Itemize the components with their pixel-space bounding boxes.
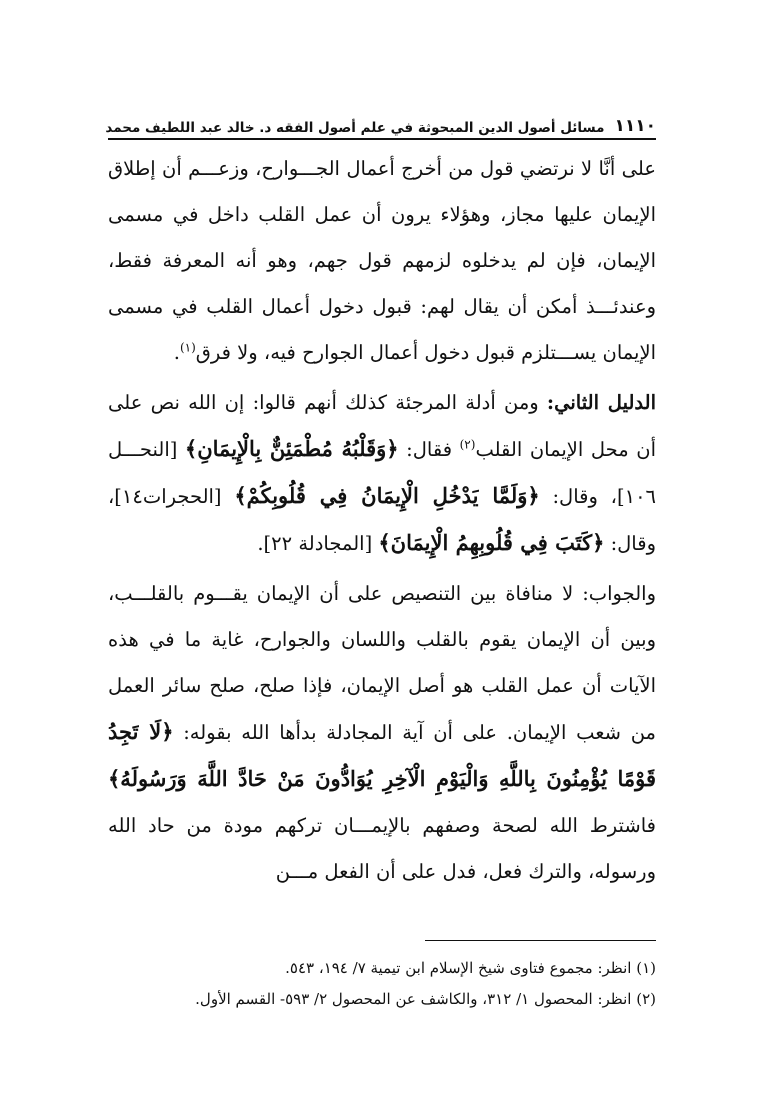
paragraph-2-text-a: ومن أدلة المرجئة كذلك أنهم قالوا: إن الله نص على أن محل الإيمان القلب: [108, 391, 657, 461]
footnotes: [108, 953, 656, 1015]
second-evidence-heading: الدليل الثاني:: [546, 391, 656, 414]
paragraph-1: [108, 146, 656, 376]
footnote-1: (١) انظر: مجموع فتاوى شيخ الإسلام ابن تيمية ٧/ ١٩٤، ٥٤٣.: [285, 959, 656, 977]
paragraph-3-text-a: والجواب: لا منافاة بين التنصيص على أن الإيمان يقـــوم بالقلـــب، وبين أن الإيمان يقوم بالقلب واللسان والجوارح، غاية ما في هذه الآيات أن عمل القلب هو أصل الإيمان، فإذا صلح، صلح سائر العمل من شعب الإيمان. على أن آية المجادلة بدأها الله بقوله:: [108, 582, 656, 744]
footnote-ref-1: (١): [179, 340, 196, 355]
running-title: مسائل أصول الدين المبحوثة في علم أصول الفقه د. خالد عبد اللطيف محمد: [105, 120, 605, 136]
paragraph-2: [108, 380, 656, 567]
running-header: [105, 112, 656, 140]
quran-verse-mujadila-full: ﴿لَا تَجِدُ قَوْمًا يُؤْمِنُونَ بِاللَّهِ وَالْيَوْمِ الْآخِرِ يُوَادُّونَ مَنْ حَادَّ اللَّهَ وَرَسُولَهُ﴾: [108, 719, 656, 791]
main-text: [108, 146, 656, 895]
footnote-divider: [425, 940, 656, 941]
paragraph-1-text: على أنَّا لا نرتضي قول من أخرج أعمال الجـــوارح، وزعـــم أن إطلاق الإيمان عليها مجاز، وهؤلاء يرون أن عمل القلب داخل في مسمى الإيمان، فإن لم يدخلوه لزمهم قول جهم، وهو أنه المعرفة فقط، وعندئـــذ أمكن أن يقال لهم: قبول دخول أعمال القلب في مسمى الإيمان يســـتلزم قبول دخول أعمال الجوارح فيه، ولا فرق: [108, 157, 656, 364]
paragraph-3-text-b: فاشترط الله لصحة وصفهم بالإيمـــان تركهم مودة من حاد الله ورسوله، والترك فعل، فدل على أن الفعل مـــن: [108, 814, 656, 883]
quran-verse-nahl: ﴿وَقَلْبُهُ مُطْمَئِنٌّ بِالْإِيمَانِ﴾: [184, 436, 399, 461]
verse-ref-nahl: [النحـــل ١٠٦]، وقال:: [108, 438, 657, 508]
footnote-ref-2: (٢): [459, 437, 476, 452]
page-number: ١١١٠: [614, 116, 656, 136]
footnote-2: (٢) انظر: المحصول ١/ ٣١٢، والكاشف عن المحصول ٢/ ٥٩٣- القسم الأول.: [195, 990, 656, 1008]
paragraph-1-end: .: [173, 341, 180, 364]
quran-verse-mujadila: ﴿كَتَبَ فِي قُلُوبِهِمُ الْإِيمَانَ﴾: [378, 530, 605, 555]
paragraph-2-text-b: فقال:: [398, 438, 460, 461]
verse-ref-mujadila: [المجادلة ٢٢].: [257, 532, 379, 555]
verse-ref-hujurat: [الحجرات١٤]، وقال:: [108, 485, 656, 555]
paragraph-3: [108, 571, 656, 895]
quran-verse-hujurat: ﴿وَلَمَّا يَدْخُلِ الْإِيمَانُ فِي قُلُوبِكُمْ﴾: [234, 483, 540, 508]
